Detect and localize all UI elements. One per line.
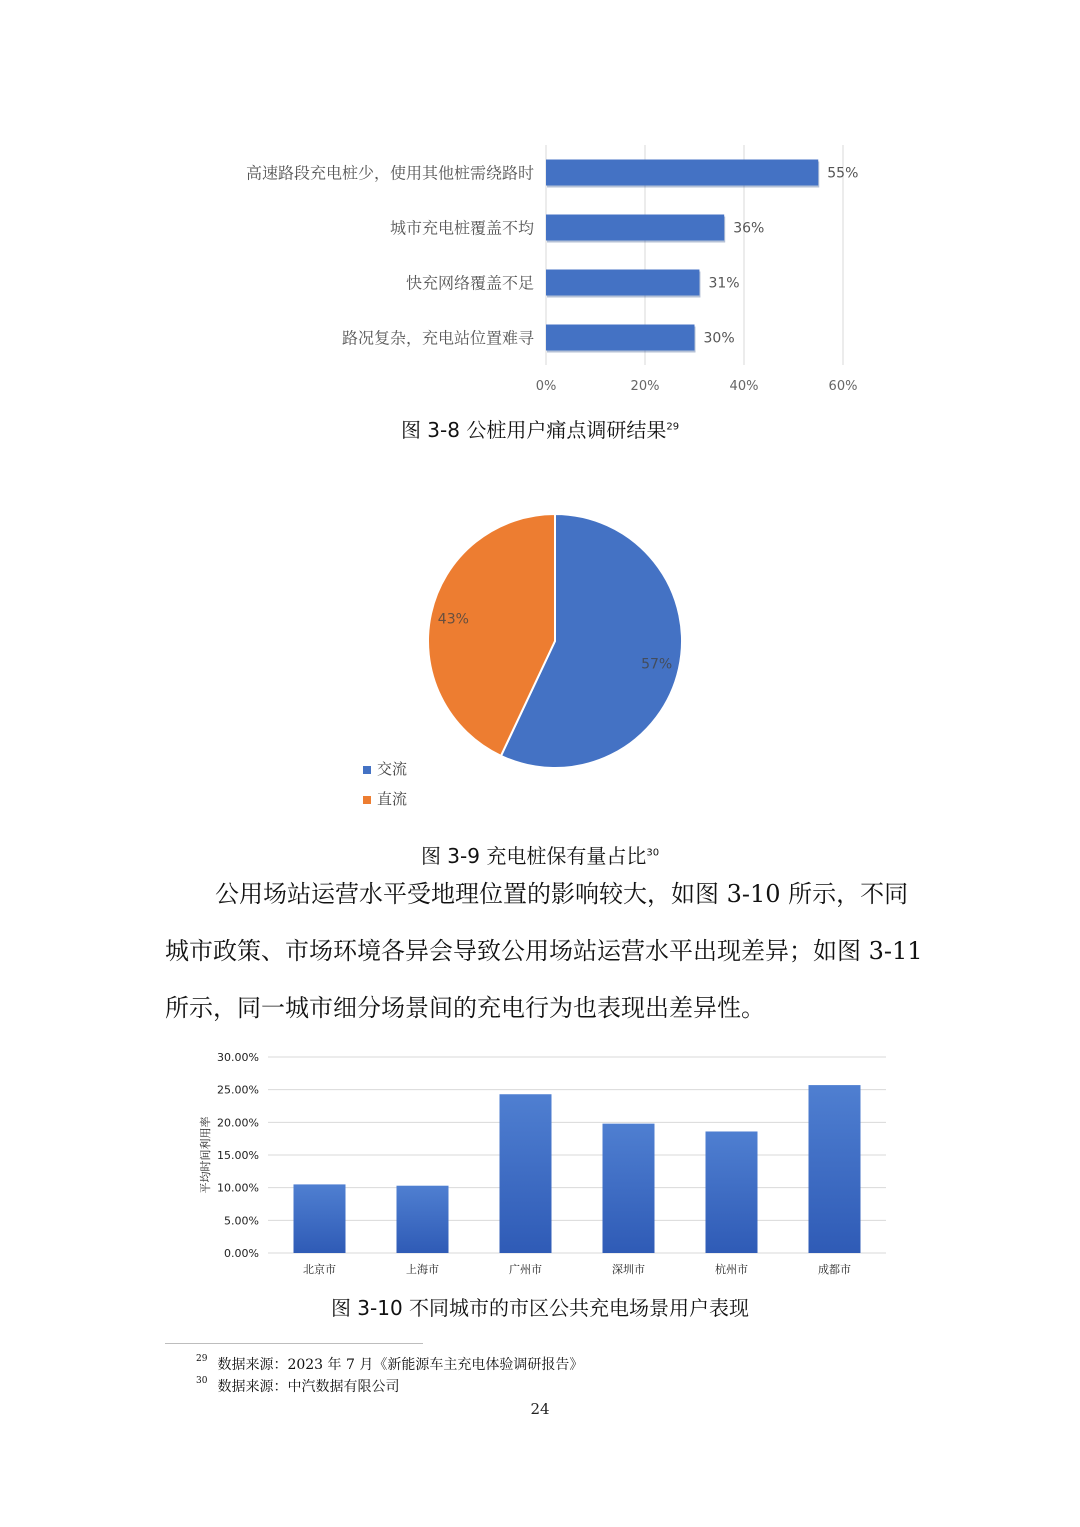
footnote-29 (196, 1354, 583, 1374)
legend-label: 交流 (377, 760, 408, 778)
data-label: 36% (733, 220, 765, 237)
slice-label: 43% (437, 611, 469, 628)
city-utilization-bar-chart (0, 1045, 1080, 1285)
page-number: 24 (530, 1400, 550, 1418)
y-tick-label: 10.00% (217, 1181, 259, 1195)
bar (603, 1124, 655, 1253)
footnote-ref: 29 (666, 421, 680, 433)
x-tick-label: 20% (630, 379, 660, 394)
bar (706, 1131, 758, 1253)
footnote-mark: 30 (196, 1376, 208, 1386)
caption-text: 图 3-8 公桩用户痛点调研结果 (400, 418, 667, 442)
bar (546, 325, 695, 351)
charger-share-pie-chart (0, 500, 1080, 800)
y-tick-label: 0.00% (224, 1247, 259, 1260)
bar (546, 160, 818, 186)
footnote-mark: 29 (196, 1354, 208, 1364)
figure-caption-3-8 (0, 414, 1080, 443)
data-label: 31% (708, 275, 740, 292)
data-label: 55% (827, 165, 859, 182)
x-tick-label: 60% (828, 379, 858, 394)
y-tick-label: 5.00% (224, 1214, 259, 1228)
category-label: 高速路段充电桩少，使用其他桩需绕路时 (245, 163, 534, 183)
bar (809, 1085, 861, 1253)
category-label: 路况复杂，充电站位置难寻 (341, 328, 534, 348)
bar (397, 1186, 449, 1253)
bar (500, 1094, 552, 1253)
footnote-text: 数据来源：2023 年 7 月《新能源车主充电体验调研报告》 (217, 1357, 584, 1373)
y-tick-label: 15.00% (217, 1149, 259, 1162)
x-tick-label: 深圳市 (612, 1263, 645, 1276)
x-tick-label: 成都市 (818, 1263, 851, 1276)
y-tick-label: 30.00% (217, 1051, 259, 1064)
caption-text: 图 3-9 充电桩保有量占比 (420, 844, 647, 868)
footnote-ref: 30 (646, 847, 660, 859)
x-tick-label: 广州市 (509, 1263, 542, 1276)
caption-text: 图 3-10 不同城市的市区公共充电场景用户表现 (330, 1296, 750, 1320)
y-tick-label: 20.00% (217, 1116, 259, 1130)
pain-points-bar-chart (0, 0, 1080, 410)
y-tick-label: 25.00% (217, 1083, 259, 1097)
y-axis-label: 平均时间利用率 (199, 1116, 212, 1194)
category-label: 快充网络覆盖不足 (405, 273, 534, 293)
bar (294, 1184, 346, 1253)
pie-legend-item-dc (363, 788, 407, 809)
pie-legend-item-ac (363, 758, 407, 779)
x-tick-label: 上海市 (406, 1263, 439, 1276)
legend-label: 直流 (377, 790, 408, 808)
slice-label: 57% (641, 656, 673, 673)
footnote-text: 数据来源：中汽数据有限公司 (217, 1379, 400, 1395)
category-label: 城市充电桩覆盖不均 (389, 218, 534, 238)
body-paragraph: 公用场站运营水平受地理位置的影响较大，如图 3-10 所示，不同城市政策、市场环境各异会导致公用场站运营水平出现差异；如图 3-11 所示，同一城市细分场景间的充电行为也表现出差异性。 (165, 880, 923, 1022)
legend-swatch (363, 766, 371, 774)
footnote-30 (196, 1376, 399, 1396)
legend-swatch (363, 796, 371, 804)
x-tick-label: 北京市 (303, 1263, 336, 1276)
figure-caption-3-10 (0, 1292, 1080, 1321)
figure-caption-3-9 (0, 840, 1080, 869)
data-label: 30% (703, 330, 735, 347)
footnote-divider (165, 1343, 423, 1344)
x-tick-label: 杭州市 (715, 1263, 748, 1276)
bar (546, 215, 724, 241)
x-tick-label: 0% (535, 379, 557, 394)
x-tick-label: 40% (729, 379, 759, 394)
bar (546, 270, 699, 296)
